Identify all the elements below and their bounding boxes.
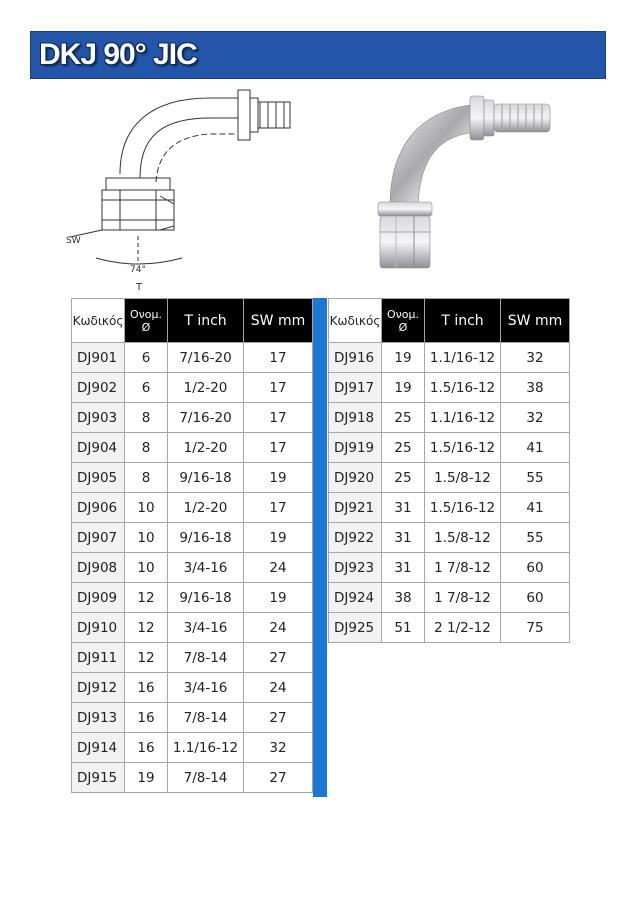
nominal-cell: 10 bbox=[125, 523, 168, 553]
code-cell: DJ919 bbox=[329, 433, 382, 463]
code-cell: DJ909 bbox=[72, 583, 125, 613]
nominal-cell: 25 bbox=[382, 403, 425, 433]
t-inch-cell: 1 7/8-12 bbox=[425, 583, 501, 613]
header-nominal-line2: Ø bbox=[141, 320, 151, 334]
page-title: DKJ 90° JIC bbox=[39, 38, 197, 71]
nominal-cell: 25 bbox=[382, 433, 425, 463]
t-inch-cell: 3/4-16 bbox=[168, 613, 244, 643]
sw-mm-cell: 17 bbox=[244, 373, 313, 403]
t-inch-cell: 7/16-20 bbox=[168, 343, 244, 373]
nominal-cell: 19 bbox=[125, 763, 168, 793]
t-inch-cell: 7/16-20 bbox=[168, 403, 244, 433]
code-cell: DJ916 bbox=[329, 343, 382, 373]
code-cell: DJ924 bbox=[329, 583, 382, 613]
table-row bbox=[329, 343, 570, 373]
header-sw-mm: SW mm bbox=[244, 299, 313, 343]
sw-mm-cell: 55 bbox=[501, 463, 570, 493]
nominal-cell: 10 bbox=[125, 493, 168, 523]
sw-mm-cell: 17 bbox=[244, 493, 313, 523]
t-inch-cell: 1.5/8-12 bbox=[425, 523, 501, 553]
nominal-cell: 51 bbox=[382, 613, 425, 643]
table-row bbox=[72, 463, 313, 493]
code-cell: DJ905 bbox=[72, 463, 125, 493]
code-cell: DJ907 bbox=[72, 523, 125, 553]
table-row bbox=[72, 733, 313, 763]
title-banner bbox=[30, 31, 606, 79]
t-inch-cell: 1.1/16-12 bbox=[425, 343, 501, 373]
t-label: T bbox=[136, 282, 143, 293]
nominal-cell: 38 bbox=[382, 583, 425, 613]
sw-mm-cell: 19 bbox=[244, 463, 313, 493]
table-row bbox=[329, 403, 570, 433]
nominal-cell: 31 bbox=[382, 523, 425, 553]
t-inch-cell: 1/2-20 bbox=[168, 433, 244, 463]
sw-mm-cell: 41 bbox=[501, 433, 570, 463]
sw-mm-cell: 38 bbox=[501, 373, 570, 403]
nominal-cell: 12 bbox=[125, 613, 168, 643]
code-cell: DJ920 bbox=[329, 463, 382, 493]
code-cell: DJ914 bbox=[72, 733, 125, 763]
header-nominal-line1: Ονομ. bbox=[129, 307, 163, 321]
table-row bbox=[72, 403, 313, 433]
code-cell: DJ908 bbox=[72, 553, 125, 583]
t-inch-cell: 9/16-18 bbox=[168, 583, 244, 613]
code-cell: DJ901 bbox=[72, 343, 125, 373]
code-cell: DJ906 bbox=[72, 493, 125, 523]
t-inch-cell: 1.5/8-12 bbox=[425, 463, 501, 493]
table-row bbox=[72, 703, 313, 733]
sw-mm-cell: 24 bbox=[244, 673, 313, 703]
angle-label: 74° bbox=[130, 265, 146, 275]
t-inch-cell: 7/8-14 bbox=[168, 763, 244, 793]
sw-mm-cell: 60 bbox=[501, 553, 570, 583]
nominal-cell: 19 bbox=[382, 373, 425, 403]
code-cell: DJ903 bbox=[72, 403, 125, 433]
sw-mm-cell: 19 bbox=[244, 583, 313, 613]
technical-drawing bbox=[60, 86, 300, 296]
fitting-photo bbox=[360, 86, 580, 276]
nominal-cell: 16 bbox=[125, 733, 168, 763]
code-cell: DJ925 bbox=[329, 613, 382, 643]
t-inch-cell: 9/16-18 bbox=[168, 463, 244, 493]
header-t-inch: T inch bbox=[168, 299, 244, 343]
nominal-cell: 8 bbox=[125, 463, 168, 493]
sw-mm-cell: 75 bbox=[501, 613, 570, 643]
header-sw-mm: SW mm bbox=[501, 299, 570, 343]
sw-mm-cell: 27 bbox=[244, 763, 313, 793]
nominal-cell: 6 bbox=[125, 373, 168, 403]
code-cell: DJ912 bbox=[72, 673, 125, 703]
table-row bbox=[72, 643, 313, 673]
sw-label: SW bbox=[66, 236, 81, 246]
sw-mm-cell: 17 bbox=[244, 343, 313, 373]
header-t-inch: T inch bbox=[425, 299, 501, 343]
sw-mm-cell: 60 bbox=[501, 583, 570, 613]
code-cell: DJ917 bbox=[329, 373, 382, 403]
table-row bbox=[72, 493, 313, 523]
table-row bbox=[72, 523, 313, 553]
nominal-cell: 12 bbox=[125, 643, 168, 673]
nominal-cell: 19 bbox=[382, 343, 425, 373]
table-row bbox=[72, 583, 313, 613]
sw-mm-cell: 41 bbox=[501, 493, 570, 523]
table-row bbox=[329, 583, 570, 613]
nominal-cell: 16 bbox=[125, 673, 168, 703]
t-inch-cell: 1.5/16-12 bbox=[425, 493, 501, 523]
code-cell: DJ904 bbox=[72, 433, 125, 463]
t-inch-cell: 1 7/8-12 bbox=[425, 553, 501, 583]
code-cell: DJ918 bbox=[329, 403, 382, 433]
table-row bbox=[329, 553, 570, 583]
table-row bbox=[329, 433, 570, 463]
nominal-cell: 6 bbox=[125, 343, 168, 373]
sw-mm-cell: 27 bbox=[244, 703, 313, 733]
t-inch-cell: 3/4-16 bbox=[168, 553, 244, 583]
code-cell: DJ922 bbox=[329, 523, 382, 553]
t-inch-cell: 7/8-14 bbox=[168, 643, 244, 673]
table-row bbox=[329, 493, 570, 523]
code-cell: DJ921 bbox=[329, 493, 382, 523]
t-inch-cell: 1/2-20 bbox=[168, 493, 244, 523]
sw-mm-cell: 17 bbox=[244, 403, 313, 433]
nominal-cell: 12 bbox=[125, 583, 168, 613]
nominal-cell: 8 bbox=[125, 403, 168, 433]
blue-divider-stripe bbox=[313, 298, 327, 797]
code-cell: DJ913 bbox=[72, 703, 125, 733]
sw-mm-cell: 55 bbox=[501, 523, 570, 553]
spec-table-right bbox=[328, 298, 570, 643]
table-row bbox=[329, 613, 570, 643]
table-row bbox=[329, 523, 570, 553]
t-inch-cell: 1.5/16-12 bbox=[425, 373, 501, 403]
sw-mm-cell: 27 bbox=[244, 643, 313, 673]
t-inch-cell: 2 1/2-12 bbox=[425, 613, 501, 643]
t-inch-cell: 1.1/16-12 bbox=[425, 403, 501, 433]
spec-table-left bbox=[71, 298, 313, 793]
sw-mm-cell: 32 bbox=[501, 343, 570, 373]
header-code: Κωδικός bbox=[329, 299, 382, 343]
table-row bbox=[329, 373, 570, 403]
code-cell: DJ910 bbox=[72, 613, 125, 643]
sw-mm-cell: 32 bbox=[244, 733, 313, 763]
nominal-cell: 25 bbox=[382, 463, 425, 493]
sw-mm-cell: 24 bbox=[244, 613, 313, 643]
header-nominal bbox=[125, 299, 168, 343]
table-row bbox=[72, 553, 313, 583]
header-code: Κωδικός bbox=[72, 299, 125, 343]
header-nominal-line1: Ονομ. bbox=[386, 307, 420, 321]
table-row bbox=[72, 613, 313, 643]
table-row bbox=[329, 463, 570, 493]
nominal-cell: 10 bbox=[125, 553, 168, 583]
nominal-cell: 8 bbox=[125, 433, 168, 463]
nominal-cell: 31 bbox=[382, 553, 425, 583]
sw-mm-cell: 24 bbox=[244, 553, 313, 583]
code-cell: DJ911 bbox=[72, 643, 125, 673]
code-cell: DJ902 bbox=[72, 373, 125, 403]
header-nominal-line2: Ø bbox=[398, 320, 408, 334]
t-inch-cell: 3/4-16 bbox=[168, 673, 244, 703]
code-cell: DJ923 bbox=[329, 553, 382, 583]
t-inch-cell: 1.5/16-12 bbox=[425, 433, 501, 463]
t-inch-cell: 7/8-14 bbox=[168, 703, 244, 733]
sw-mm-cell: 17 bbox=[244, 433, 313, 463]
t-inch-cell: 1.1/16-12 bbox=[168, 733, 244, 763]
nominal-cell: 31 bbox=[382, 493, 425, 523]
t-inch-cell: 1/2-20 bbox=[168, 373, 244, 403]
table-row bbox=[72, 343, 313, 373]
code-cell: DJ915 bbox=[72, 763, 125, 793]
sw-mm-cell: 19 bbox=[244, 523, 313, 553]
table-row bbox=[72, 373, 313, 403]
nominal-cell: 16 bbox=[125, 703, 168, 733]
header-nominal bbox=[382, 299, 425, 343]
table-row bbox=[72, 763, 313, 793]
t-inch-cell: 9/16-18 bbox=[168, 523, 244, 553]
sw-mm-cell: 32 bbox=[501, 403, 570, 433]
table-row bbox=[72, 673, 313, 703]
table-row bbox=[72, 433, 313, 463]
